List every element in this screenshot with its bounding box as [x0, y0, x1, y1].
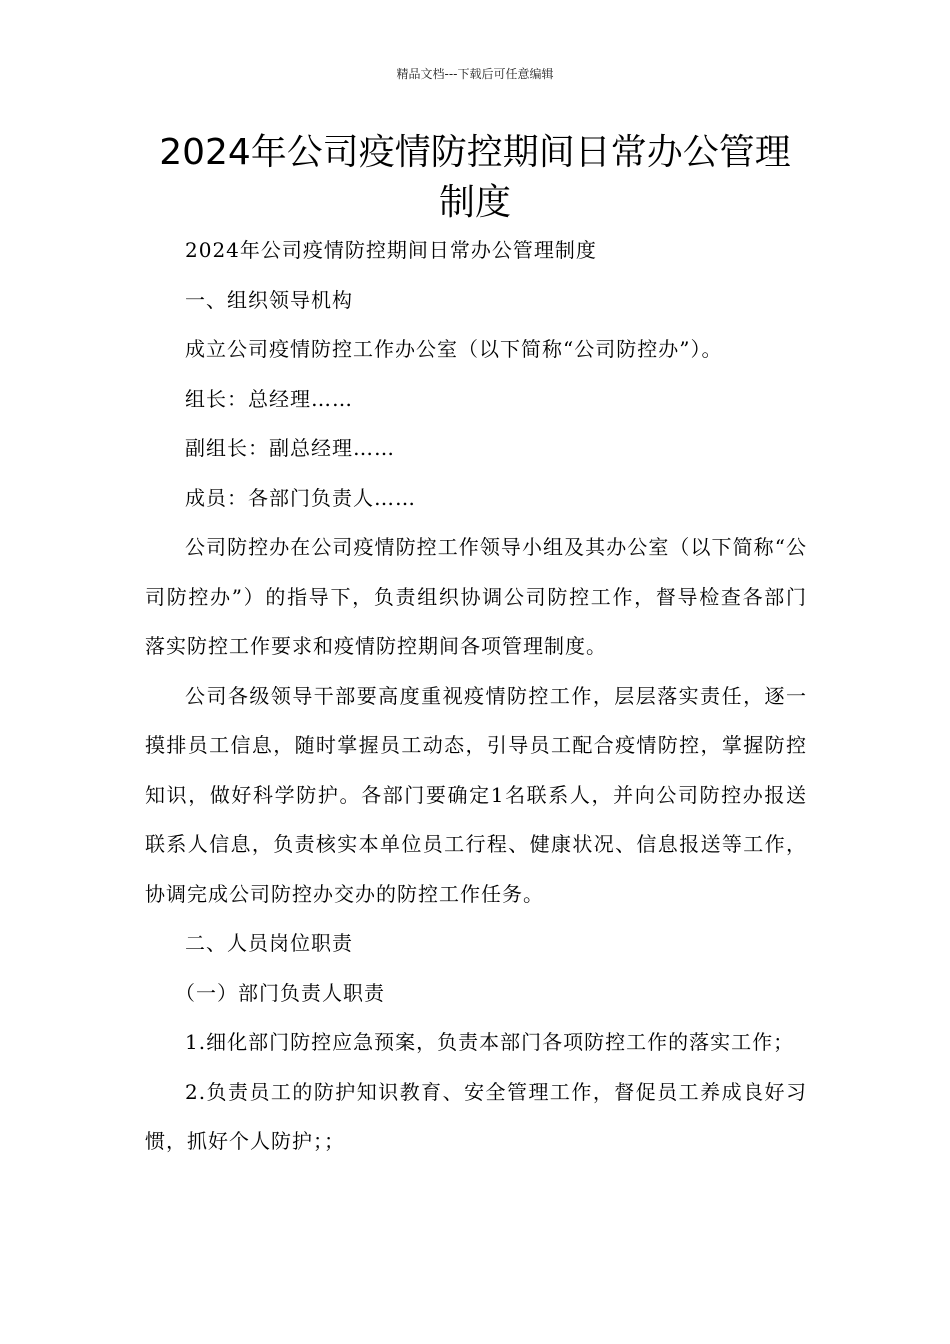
section-heading-responsibilities: 二、人员岗位职责 [185, 931, 353, 955]
paragraph-office-duties: 公司防控办在公司疫情防控工作领导小组及其办公室（以下简称“公司防控办”）的指导下，负责组织协调公司防控工作，督导检查各部门落实防控工作要求和疫情防控期间各项管理制度。 [145, 535, 807, 658]
section-heading-organization: 一、组织领导机构 [185, 287, 353, 312]
paragraph-group-leader: 组长：总经理…… [185, 386, 353, 411]
document-body [145, 226, 807, 1167]
paragraph-leadership-duties: 公司各级领导干部要高度重视疫情防控工作，层层落实责任，逐一摸排员工信息，随时掌握员工动态，引导员工配合疫情防控，掌握防控知识，做好科学防护。各部门要确定1名联系人，并向公司防控办报送联系人信息，负责核实本单位员工行程、健康状况、信息报送等工作，协调完成公司防控办交办的防控工作任务。 [145, 683, 807, 906]
paragraph-members: 成员：各部门负责人…… [185, 485, 416, 510]
document-title-line-2: 制度 [438, 182, 511, 223]
paragraph-office-setup: 成立公司疫情防控工作办公室（以下简称“公司防控办”）。 [185, 337, 723, 361]
header-note: 精品文档---下载后可任意编辑 [396, 67, 554, 81]
subsection-heading-department-head: （一）部门负责人职责 [175, 980, 385, 1005]
document-title-line-1: 2024年公司疫情防控期间日常办公管理 [159, 132, 791, 173]
list-item-1: 1.细化部门防控应急预案，负责本部门各项防控工作的落实工作； [185, 1030, 795, 1054]
document-title [130, 128, 820, 228]
list-item-2: 2.负责员工的防护知识教育、安全管理工作，督促员工养成良好习惯，抓好个人防护；； [145, 1079, 807, 1153]
paragraph-subtitle: 2024年公司疫情防控期间日常办公管理制度 [185, 238, 597, 262]
paragraph-deputy-leader: 副组长：副总经理…… [185, 436, 395, 460]
